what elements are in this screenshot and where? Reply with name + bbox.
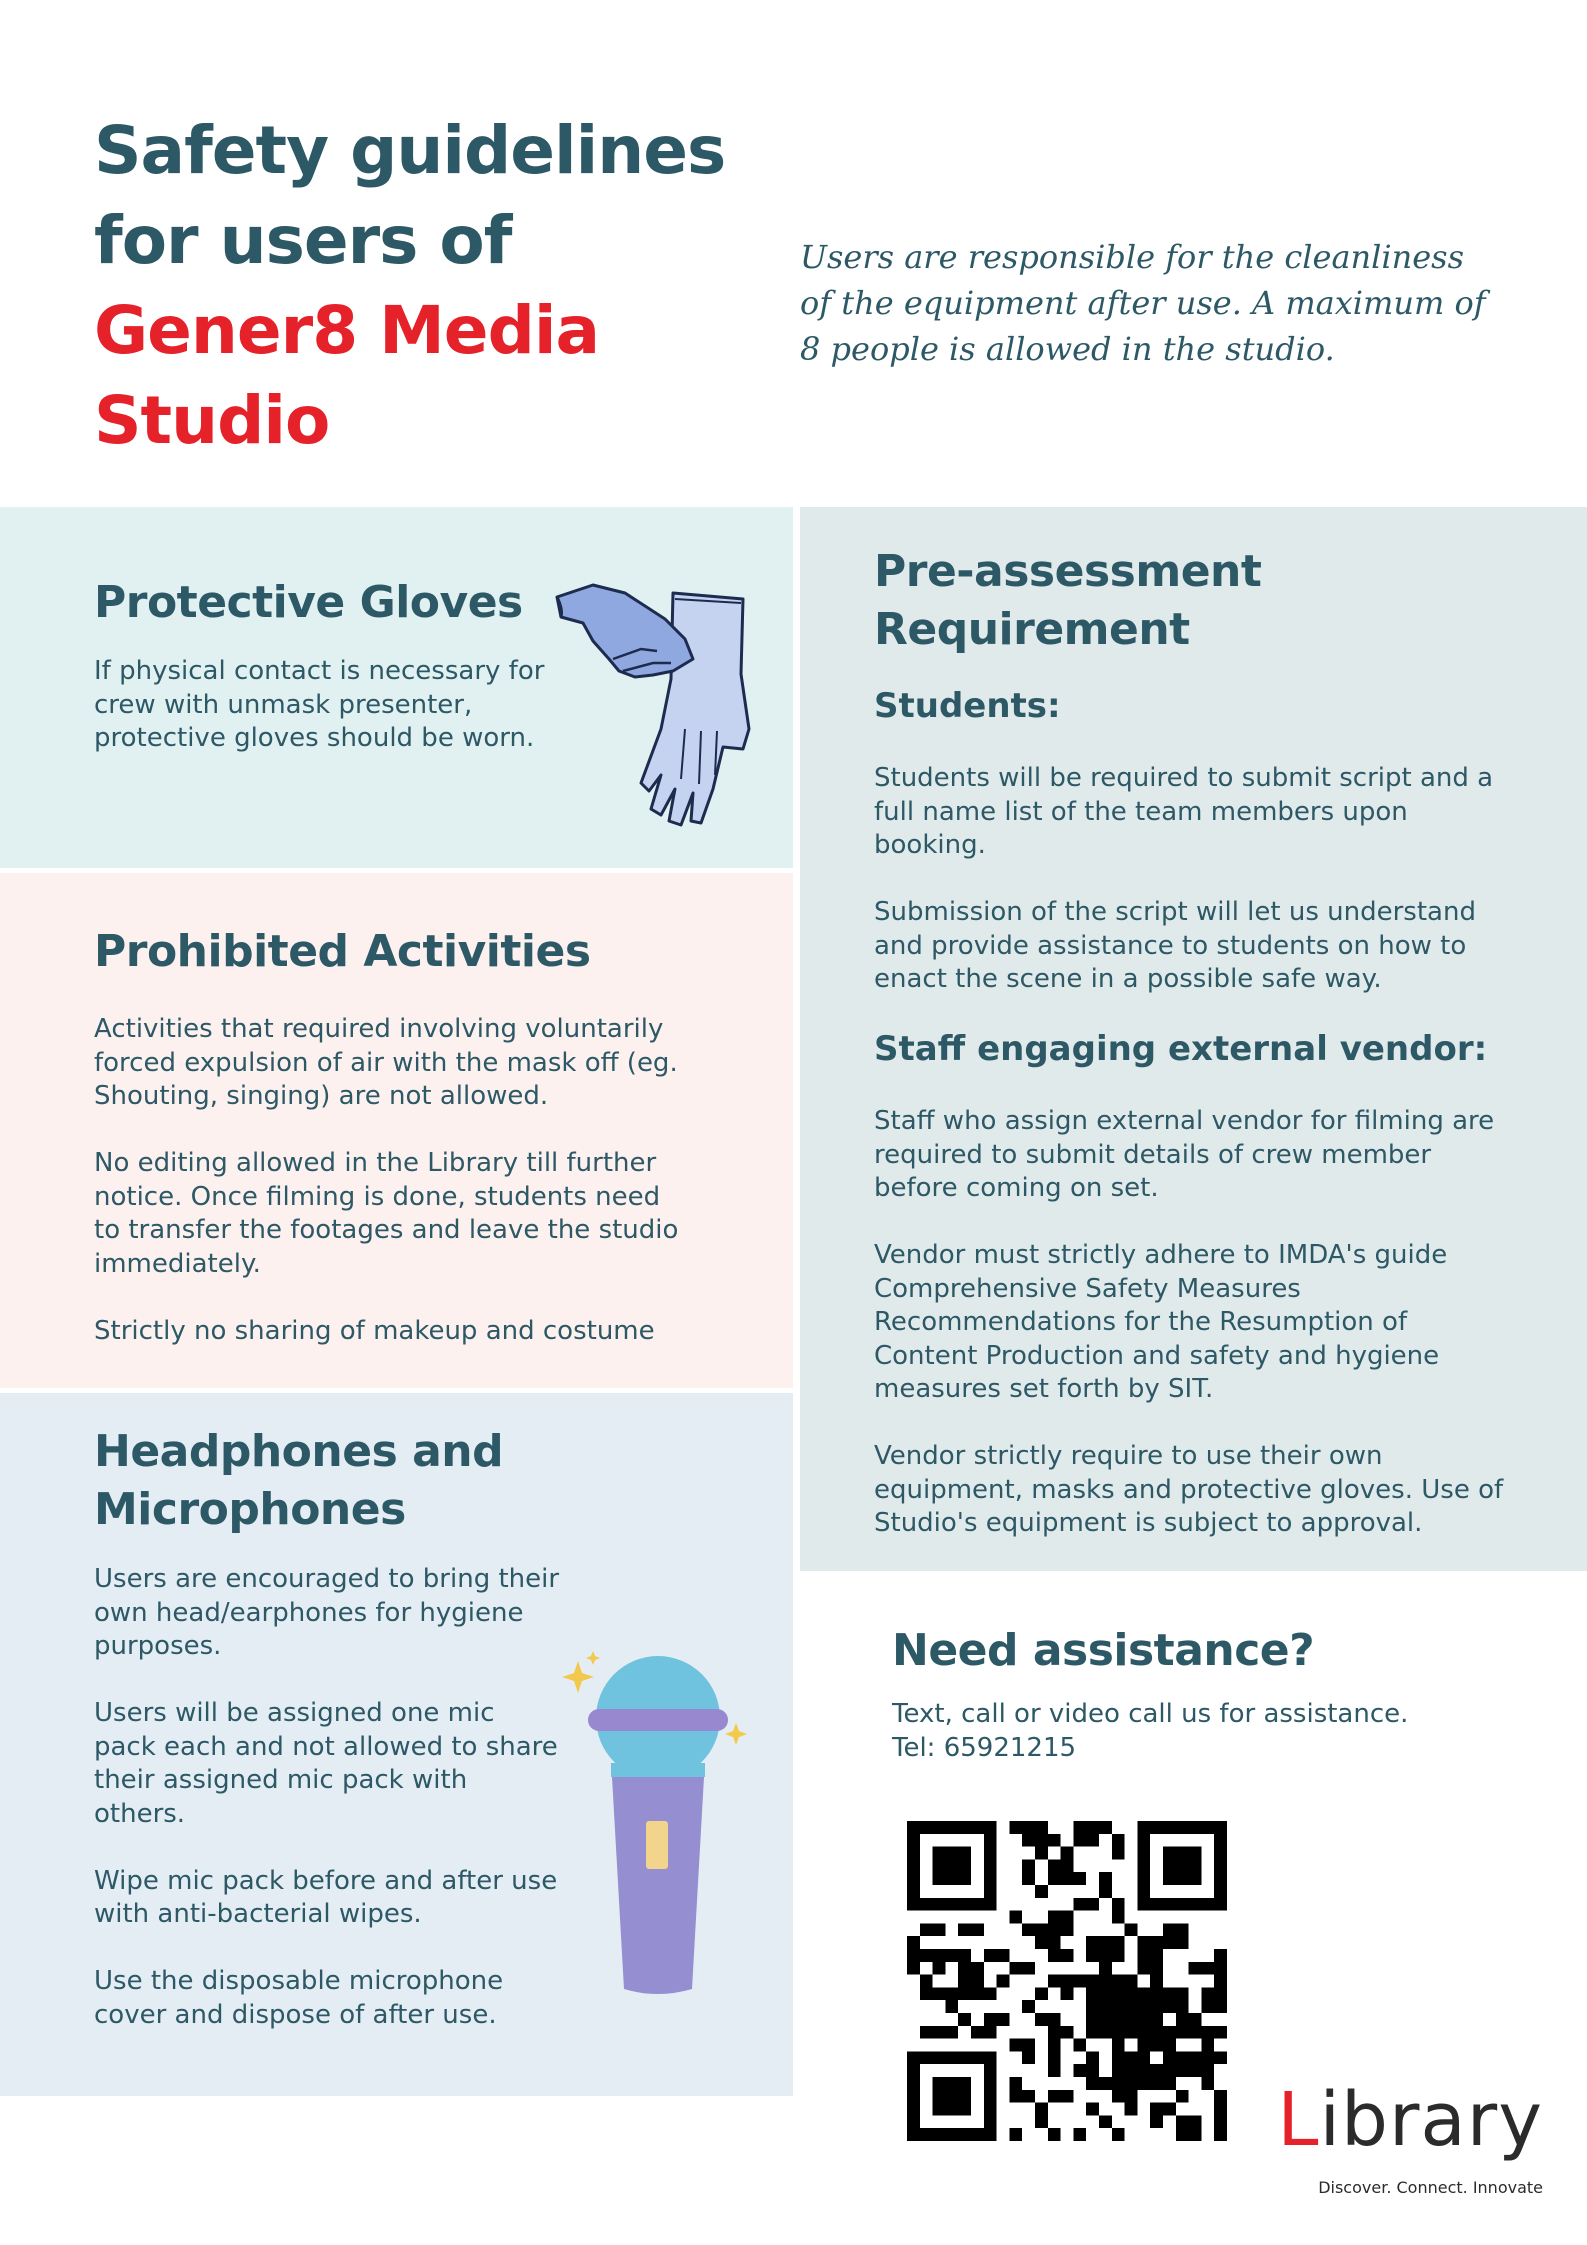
- headphones-heading: [94, 1423, 503, 1539]
- staff-paragraph-3: Vendor strictly require to use their own equipment, masks and protective gloves. Use of Studio's equipment is subject to approval.: [874, 1441, 1504, 1538]
- assistance-phone[interactable]: Tel: 65921215: [892, 1732, 1077, 1763]
- students-paragraph-1: Students will be required to submit script and a full name list of the team members upon booking.: [874, 763, 1494, 860]
- headphones-heading-line-1: Headphones and: [94, 1426, 504, 1477]
- title-line-4: Studio: [94, 382, 330, 459]
- gloves-icon: [553, 579, 753, 835]
- prohibited-activities-panel: [0, 873, 793, 1388]
- microphone-icon: [558, 1643, 758, 2003]
- page-title: [94, 106, 734, 466]
- staff-paragraph-2: Vendor must strictly adhere to IMDA's guide Comprehensive Safety Measures Recommendations for the Resumption of Content Production and safety and hygiene measures set forth by SIT.: [874, 1240, 1448, 1404]
- title-line-1: Safety guidelines: [94, 112, 726, 189]
- staff-paragraph-1: Staff who assign external vendor for filming are required to submit details of crew member before coming on set.: [874, 1106, 1495, 1203]
- students-paragraph-2: Submission of the script will let us understand and provide assistance to students on how to enact the scene in a possible safe way.: [874, 897, 1476, 994]
- library-logo-initial: L: [1277, 2077, 1320, 2163]
- pre-assessment-panel: [800, 507, 1587, 1571]
- qr-code-icon[interactable]: [907, 1821, 1227, 2141]
- pre-assessment-heading: [874, 543, 1261, 659]
- students-heading: Students:: [874, 686, 1061, 726]
- headphones-heading-line-2: Microphones: [94, 1484, 406, 1535]
- library-logo: [1277, 2077, 1543, 2163]
- staff-vendor-body: [874, 1105, 1514, 1541]
- title-line-2: for users of: [94, 202, 512, 279]
- headphones-paragraph-2: Users will be assigned one mic pack each and not allowed to share their assigned mic pack with others.: [94, 1698, 558, 1829]
- prohibited-paragraph-2: No editing allowed in the Library till further notice. Once filming is done, students need to transfer the footages and leave the studio immediately.: [94, 1148, 679, 1279]
- library-logo-rest: ibrary: [1319, 2077, 1543, 2163]
- headphones-microphones-panel: [0, 1393, 793, 2096]
- title-line-3: Gener8 Media: [94, 292, 599, 369]
- protective-gloves-heading: Protective Gloves: [94, 577, 523, 628]
- pre-assessment-heading-line-2: Requirement: [874, 604, 1190, 655]
- headphones-paragraph-3: Wipe mic pack before and after use with anti-bacterial wipes.: [94, 1865, 558, 1929]
- assistance-text: [892, 1698, 1512, 1765]
- headphones-paragraph-4: Use the disposable microphone cover and dispose of after use.: [94, 1966, 504, 2030]
- library-tagline: Discover. Connect. Innovate: [1318, 2178, 1543, 2197]
- assistance-line-1: Text, call or video call us for assistance.: [892, 1699, 1409, 1729]
- headphones-body: [94, 1563, 564, 2032]
- need-assistance-heading: Need assistance?: [892, 1625, 1315, 1676]
- prohibited-paragraph-3: Strictly no sharing of makeup and costume: [94, 1315, 655, 1346]
- prohibited-activities-body: [94, 1013, 694, 1348]
- pre-assessment-heading-line-1: Pre-assessment: [874, 546, 1262, 597]
- staff-vendor-heading: Staff engaging external vendor:: [874, 1029, 1488, 1069]
- prohibited-activities-heading: Prohibited Activities: [94, 926, 591, 977]
- prohibited-paragraph-1: Activities that required involving voluntarily forced expulsion of air with the mask off (eg. Shouting, singing) are not allowed.: [94, 1014, 678, 1111]
- protective-gloves-text: If physical contact is necessary for crew with unmask presenter, protective gloves should be worn.: [94, 656, 545, 753]
- intro-text: Users are responsible for the cleanliness of the equipment after use. A maximum of 8 people is allowed in the studio.: [800, 238, 1486, 368]
- students-body: [874, 762, 1514, 997]
- headphones-paragraph-1: Users are encouraged to bring their own head/earphones for hygiene purposes.: [94, 1564, 560, 1661]
- protective-gloves-panel: [0, 507, 793, 868]
